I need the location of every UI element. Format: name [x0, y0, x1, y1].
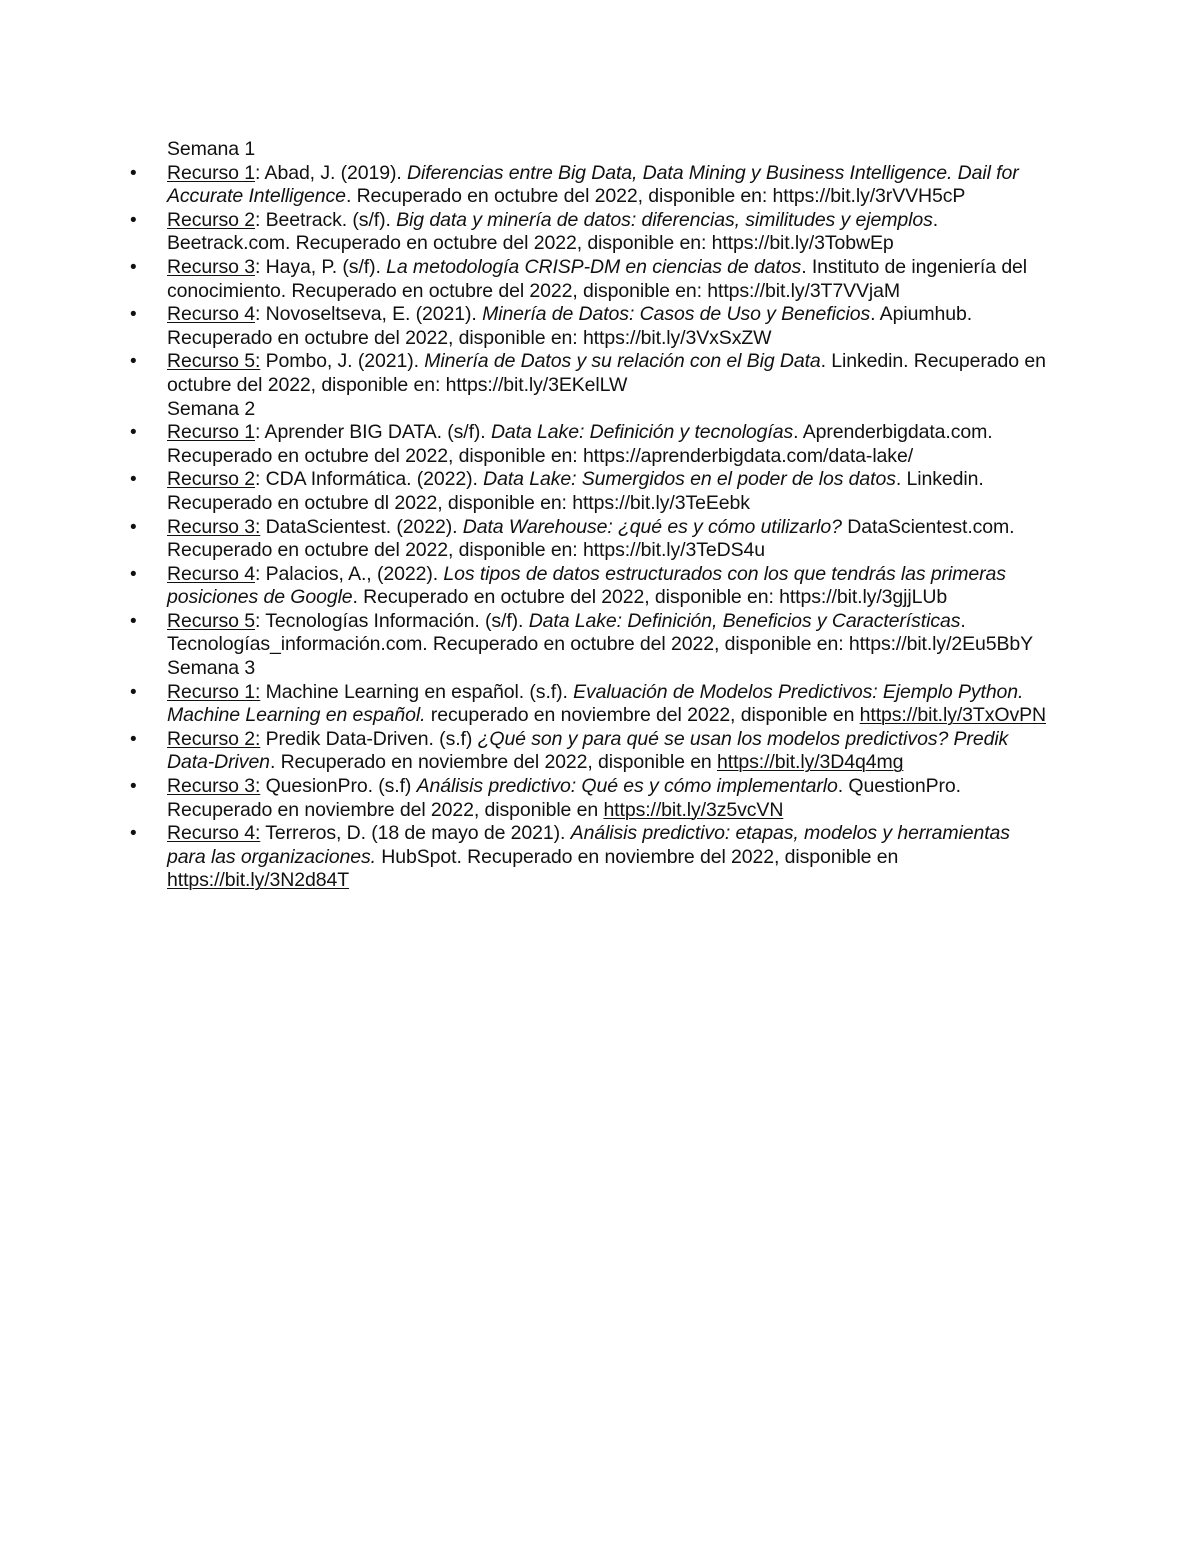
reference-author: : Aprender BIG DATA. (s/f). [254, 421, 491, 444]
reference-details: . Beetrack.com. Recuperado en octubre del 2022, disponible en: https://bit.ly/3TobwEp [167, 208, 939, 255]
reference-author: : Tecnologías Información. (s/f). [254, 609, 529, 632]
resource-label: Recurso 1 [167, 161, 255, 184]
reference-details: . Recuperado en octubre del 2022, disponible en: https://bit.ly/3gjjLUb [352, 586, 948, 609]
bullet-icon: • [130, 209, 137, 231]
reference-title: Minería de Datos y su relación con el Big Data [424, 350, 821, 373]
references-list [130, 138, 1047, 893]
reference-author: : Haya, P. (s/f). [254, 255, 387, 278]
bullet-icon: • [130, 304, 137, 326]
bullet-icon: • [130, 422, 137, 444]
bullet-icon: • [130, 776, 137, 798]
reference-item [130, 562, 1047, 610]
reference-author: Terreros, D. (18 de mayo de 2021). [260, 822, 571, 845]
reference-link[interactable]: https://bit.ly/3TxOvPN [859, 704, 1046, 727]
bullet-icon: • [130, 256, 137, 278]
reference-item [130, 303, 1047, 350]
bullet-icon: • [130, 610, 137, 632]
reference-details: . Linkedin. Recuperado en octubre del 2022, disponible en: https://bit.ly/3EKelLW [167, 350, 1046, 396]
resource-label: Recurso 3 [167, 255, 255, 278]
reference-link[interactable]: https://bit.ly/3z5vcVN [603, 798, 784, 821]
reference-item [130, 515, 1047, 563]
week-heading: Semana 3 [167, 657, 256, 680]
bullet-icon: • [130, 162, 137, 184]
resource-label: Recurso 1 [167, 421, 255, 444]
reference-details: . Aprenderbigdata.com. Recuperado en octubre del 2022, disponible en: https://aprenderbigdata.com/data-lake/ [167, 421, 993, 467]
resource-label: Recurso 4 [167, 562, 255, 585]
reference-item [130, 350, 1047, 397]
reference-title: Data Lake: Sumergidos en el poder de los datos [483, 468, 896, 491]
bullet-icon: • [130, 351, 137, 373]
reference-author: : Abad, J. (2019). [254, 161, 408, 184]
resource-label: Recurso 3: [167, 515, 261, 538]
reference-author: QuesionPro. (s.f) [260, 775, 417, 798]
resource-label: Recurso 2 [167, 468, 255, 491]
resource-label: Recurso 5 [167, 609, 255, 632]
reference-item [130, 161, 1047, 209]
reference-title: Los tipos de datos estructurados con los que tendrás las primeras posiciones de Google [167, 562, 1006, 609]
reference-details: . Linkedin. Recuperado en octubre dl 2022, disponible en: https://bit.ly/3TeEebk [167, 468, 984, 514]
reference-details: . Tecnologías_información.com. Recuperado en octubre del 2022, disponible en: https://bit.ly/2Eu5BbY [167, 609, 1034, 656]
resource-label: Recurso 3: [167, 775, 261, 798]
reference-title: Análisis predictivo: Qué es y cómo implementarlo [416, 775, 838, 798]
reference-title: Evaluación de Modelos Predictivos: Ejemplo Python. Machine Learning en español. [167, 680, 1024, 727]
reference-author: Machine Learning en español. (s.f). [260, 680, 574, 703]
reference-details: . Recuperado en octubre del 2022, disponible en: https://bit.ly/3rVVH5cP [345, 185, 966, 208]
reference-author: : Novoseltseva, E. (2021). [254, 303, 483, 326]
bullet-icon: • [130, 681, 137, 703]
reference-item [130, 775, 1047, 822]
reference-author: : Beetrack. (s/f). [254, 208, 397, 231]
reference-details: recuperado en noviembre del 2022, disponible en [425, 704, 860, 727]
reference-details: . Instituto de ingeniería del conocimiento. Recuperado en octubre del 2022, disponible en: https://bit.ly/3T7VVjaM [167, 255, 1028, 302]
reference-title: Big data y minería de datos: diferencias, similitudes y ejemplos [396, 208, 933, 231]
reference-details: . QuestionPro. Recuperado en noviembre del 2022, disponible en [167, 775, 961, 821]
reference-title: Diferencias entre Big Data, Data Mining y Business Intelligence. Dail for Accurate Intelligence [167, 161, 1019, 208]
week-heading: Semana 2 [167, 397, 256, 420]
bullet-icon: • [130, 469, 137, 491]
reference-item [130, 727, 1047, 775]
resource-label: Recurso 2: [167, 727, 261, 750]
reference-details: . Recuperado en noviembre del 2022, disponible en [269, 751, 717, 774]
bullet-icon: • [130, 563, 137, 585]
bullet-icon: • [130, 728, 137, 750]
resource-label: Recurso 1: [167, 680, 261, 703]
resource-label: Recurso 5: [167, 350, 261, 373]
resource-label: Recurso 4: [167, 822, 261, 845]
reference-item [130, 255, 1047, 303]
reference-author: : CDA Informática. (2022). [254, 468, 484, 491]
reference-item [130, 468, 1047, 515]
reference-details: . Apiumhub. Recuperado en octubre del 2022, disponible en: https://bit.ly/3VxSxZW [167, 303, 973, 349]
reference-title: Data Warehouse: ¿qué es y cómo utilizarlo? [462, 515, 842, 538]
reference-title: ¿Qué son y para qué se usan los modelos predictivos? Predik Data-Driven [167, 727, 1009, 774]
reference-link[interactable]: https://bit.ly/3N2d84T [167, 869, 350, 892]
reference-item [130, 208, 1047, 256]
resource-label: Recurso 4 [167, 303, 255, 326]
reference-title: Data Lake: Definición y tecnologías [490, 421, 794, 444]
reference-author: Predik Data-Driven. (s.f) [260, 727, 478, 750]
resource-label: Recurso 2 [167, 208, 255, 231]
reference-item [130, 421, 1047, 468]
reference-item [130, 822, 1047, 893]
reference-item [130, 609, 1047, 657]
bullet-icon: • [130, 516, 137, 538]
reference-link[interactable]: https://bit.ly/3D4q4mg [717, 751, 904, 774]
week-heading: Semana 1 [167, 138, 256, 160]
reference-item [130, 680, 1047, 728]
bullet-icon: • [130, 823, 137, 845]
reference-author: DataScientest. (2022). [260, 515, 463, 538]
reference-details: DataScientest.com. Recuperado en octubre del 2022, disponible en: https://bit.ly/3TeDS4u [167, 515, 1015, 562]
reference-details: HubSpot. Recuperado en noviembre del 2022, disponible en [375, 845, 899, 868]
reference-author: : Palacios, A., (2022). [254, 562, 444, 585]
reference-author: Pombo, J. (2021). [260, 350, 425, 373]
reference-title: La metodología CRISP-DM en ciencias de datos [386, 255, 802, 278]
reference-title: Análisis predictivo: etapas, modelos y herramientas para las organizaciones. [167, 822, 1010, 868]
reference-title: Minería de Datos: Casos de Uso y Beneficios [482, 303, 871, 326]
reference-title: Data Lake: Definición, Beneficios y Características [528, 609, 961, 632]
